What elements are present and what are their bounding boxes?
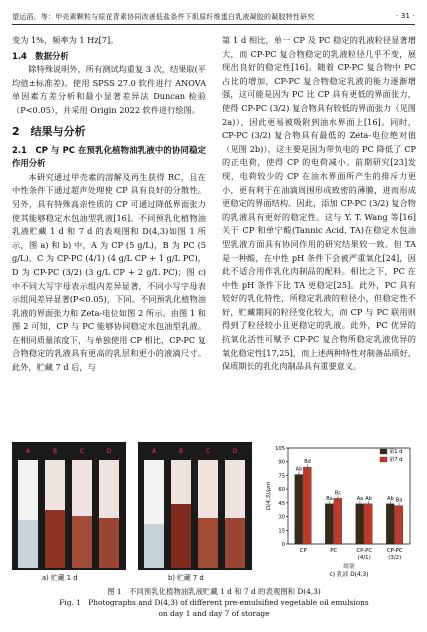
significance-label: Ab [295, 466, 303, 473]
chart-d43 [262, 442, 416, 582]
bar [395, 506, 403, 544]
significance-label: Ab [365, 495, 372, 502]
figure-caption-en-2: on day 1 and day 7 of storage [158, 609, 270, 618]
bar [364, 504, 372, 544]
y-tick-label: 45 [278, 500, 285, 507]
bar [386, 504, 394, 544]
section-2-1-heading: 2.1 CP 与 PC 在预乳化植物油乳液中的协同稳定作用分析 [12, 144, 206, 169]
x-tick-label: CP-PC [386, 548, 403, 554]
x-tick-label: (4/1) [357, 555, 371, 561]
x-axis-label: 组别 [343, 564, 355, 570]
legend-label: 第1 d [389, 449, 403, 455]
y-tick-label: 90 [278, 459, 285, 466]
emulsion-tube [171, 460, 191, 568]
y-tick-label: 30 [278, 514, 285, 521]
section-1-4-heading: 1.4 数据分析 [12, 50, 69, 61]
significance-label: Ba [395, 497, 403, 504]
tube-label: C [205, 448, 211, 455]
tube-label: D [106, 448, 112, 455]
x-tick-label: CP-PC [356, 548, 373, 554]
tube-label: A [25, 448, 31, 455]
significance-label: Bd [304, 459, 311, 466]
bar [303, 467, 311, 544]
caption-photo-a: a) 贮藏 1 d [42, 574, 78, 582]
tube-label: D [232, 448, 238, 455]
emulsion-tube [45, 460, 65, 568]
emulsion-tube [99, 460, 119, 568]
figure-caption [12, 586, 416, 619]
emulsion-tube [144, 460, 164, 568]
legend-swatch [380, 457, 387, 462]
y-tick-label: 0 [281, 542, 285, 548]
significance-label: Ab [387, 495, 394, 502]
x-tick-label: PC [330, 548, 338, 554]
paragraph-discussion: 第 1 d 相比，单一 CP 及 PC 稳定的乳液粒径显著增大，而 CP-PC 复合物稳定的乳液粒径几乎不变，展现出良好的稳定性[16]。随着 CP-PC 复合物中 PC 占比的增加，CP-PC 复合物稳定乳液的能力逐渐增强，这可能是因为 PC 比 CP 具有更低的界面张力，使得 CP-PC (3/2) 复合物具有较低的界面张力（见图 2a)），因此更易被吸附到油水界面上[16]。同时，CP-PC (3/2) 复合物具有最低的 Zeta-电位绝对值（见图 2b)），这主要是因为带负电的 PC 降低了 CP 的正电荷，使得 CP 的电荷减小。前期研究[23]发现，电荷较少的 CP 在油水界面所产生的排斥力更小，更有利于在油滴周围形成致密的薄膜，进而形成更稳定的界面结构。因此，添加 CP-PC (3/2) 复合物的乳液具有更好的稳定性。这与 Y. T. Wang 等[16]关于 CP 和单宁酸(Tannic Acid, TA)在稳定水包油型乳液方面具有协同作用的研究结果较一致。但 TA 是一种酸，在中性 pH 条件下会被严重氧化[24]，因此不适合用作乳化肉制品的配料。相比之下，PC 在中性 pH 条件下比 TA 更稳定[25]。此外，PC 具有较好的乳化特性，所稳定乳液的粒径小，但稳定性不好，贮藏期间的粒径变化较大，而 CP 与 PC 联用则得到了粒径较小且更稳定的乳液。此外，PC 优异的抗氧化活性可赋予 CP-PC 复合物所稳定乳液优异的氧化稳定性[17,25]，而上述两种特性对制备品质好、保质期长的乳化肉制品具有重要意义。 [222, 35, 416, 372]
x-tick-label: (3/2) [388, 555, 402, 561]
tube-label: C [79, 448, 85, 455]
page-number: · 31 · [395, 12, 415, 20]
significance-label: Ba [326, 495, 333, 502]
d43-bar-chart [262, 442, 416, 582]
significance-label: Bc [334, 490, 342, 497]
bar [334, 498, 342, 544]
y-tick-label: 15 [278, 528, 285, 535]
bar [356, 504, 364, 544]
caption-photo-b: b) 贮藏 7 d [168, 574, 204, 582]
photo-day7 [138, 442, 252, 570]
paragraph-results: 本研究通过甲壳素的溶解及再生获得 RC，且在中性条件下通过超声处理使 CP 具有良好的分散性。另外，具有特殊高亲性质的 CP 可通过降低界面张力使其能够稳定水包油型乳液[16]。不同预乳化植物油乳液贮藏 1 d 和 7 d 的表观图和 D(4,3)如图 1 所示，图 a) 和 b) 中，A 为 CP (5 g/L)，B 为 PC (5 g/L)，C 为 CP-PC (4/1) (4 g/L CP + 1 g/L PC)，D 为 CP-PC (3/2) (3 g/L CP + 2 g/L PC)；图 c) 中不同大写字母表示组内差异显著，不同小写字母表示组间差异显著(P<0.05)，下同。不同预乳化植物油乳液的界面张力和 Zeta-电位如图 2 所示。由图 1 和图 2 可知，CP 与 PC 能够协同稳定水包油型乳液。在相同质量浓度下，与单独使用 CP 相比，CP-PC 复合物稳定的乳液具有更高的乳层和更小的液滴尺寸。此外，贮藏 7 d 后，与 [12, 171, 206, 373]
legend-swatch [380, 449, 387, 454]
significance-label: Aa [356, 495, 364, 502]
right-column [222, 34, 416, 374]
figure-caption-en-1: Fig. 1 Photographs and D(4,3) of different pre-emulsified vegetable oil emulsions [59, 598, 369, 607]
emulsion-tube [198, 460, 218, 568]
tube-label: B [52, 448, 58, 455]
section-2-heading: 2 结果与分析 [12, 124, 86, 138]
x-tick-label: CP [299, 548, 307, 554]
paragraph-data-analysis: 除特殊说明外，所有测试均重复 3 次，结果取(平均值±标准差)。使用 SPSS 27.0 软件进行 ANOVA 单因素方差分析和最小显著差异法 Duncan 检验（P<0.05），并采用 Origin 2022 软件进行绘图。 [12, 64, 206, 115]
tube-label: B [178, 448, 184, 455]
bar [325, 504, 333, 544]
legend-label: 第7 d [389, 457, 403, 463]
y-tick-label: 60 [278, 487, 285, 494]
y-tick-label: 75 [278, 473, 285, 480]
running-header-title: 望运滔，等：甲壳素颗粒与原花青素协同改善低盐条件下肌原纤维蛋白乳液凝胶的凝胶特性研究 [12, 13, 315, 21]
figure-caption-cn: 图 1 不同预乳化植物油乳液贮藏 1 d 和 7 d 的表观图和 D(4,3) [107, 587, 321, 596]
emulsion-tube [225, 460, 245, 568]
y-tick-label: 105 [275, 446, 285, 452]
bar [295, 475, 303, 544]
emulsion-tube [18, 460, 38, 568]
paragraph-continuation: 变为 1%，频率为 1 Hz[7]。 [12, 35, 119, 45]
photo-day1 [12, 442, 126, 570]
left-column [12, 34, 206, 375]
y-axis-label: D(4,3)/μm [266, 481, 272, 511]
chart-caption: c) 乳液 D(4,3) [329, 572, 369, 578]
emulsion-tube [72, 460, 92, 568]
header-rule [12, 24, 415, 25]
tube-label: A [151, 448, 157, 455]
